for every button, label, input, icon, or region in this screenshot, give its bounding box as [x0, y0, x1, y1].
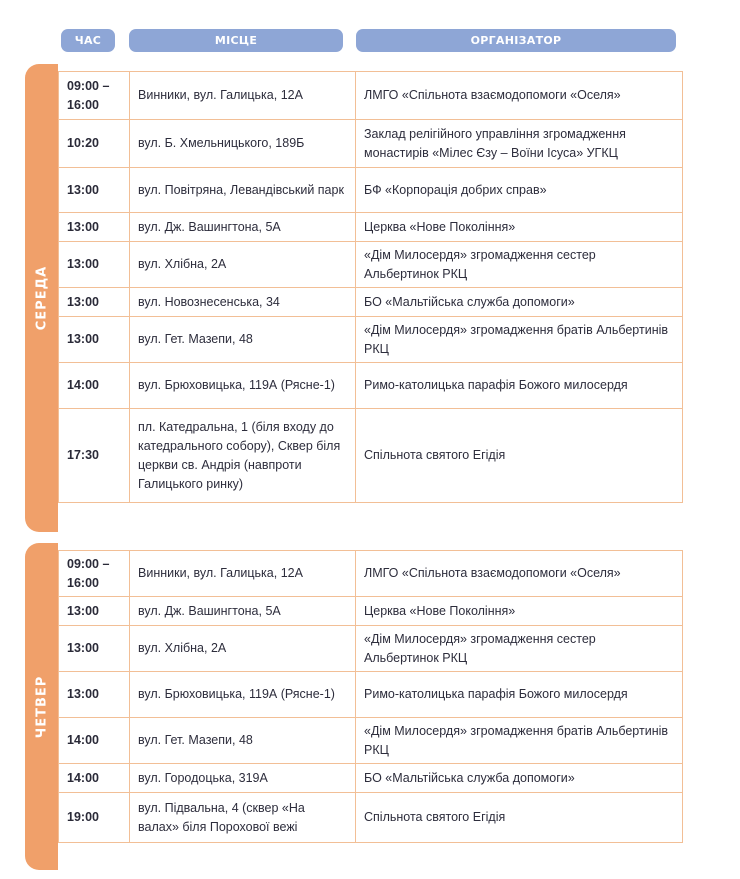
place-cell: вул. Городоцька, 319А — [130, 764, 356, 793]
table-row — [59, 317, 683, 363]
time-cell: 13:00 — [59, 317, 130, 363]
time-cell: 14:00 — [59, 363, 130, 409]
time-cell: 13:00 — [59, 288, 130, 317]
header-place: МІСЦЕ — [129, 29, 343, 52]
table-row — [59, 72, 683, 120]
place-cell: вул. Гет. Мазепи, 48 — [130, 317, 356, 363]
place-cell: вул. Б. Хмельницького, 189Б — [130, 120, 356, 168]
place-cell: вул. Дж. Вашингтона, 5А — [130, 213, 356, 242]
place-cell: вул. Гет. Мазепи, 48 — [130, 718, 356, 764]
day-name: СЕРЕДА — [34, 265, 49, 331]
table-row — [59, 793, 683, 843]
table-row — [59, 120, 683, 168]
table-row — [59, 168, 683, 213]
header-organizer: ОРГАНІЗАТОР — [356, 29, 676, 52]
table-row — [59, 672, 683, 718]
time-cell: 10:20 — [59, 120, 130, 168]
time-cell: 13:00 — [59, 672, 130, 718]
table-row — [59, 718, 683, 764]
time-cell: 13:00 — [59, 168, 130, 213]
time-cell: 14:00 — [59, 764, 130, 793]
time-cell: 13:00 — [59, 597, 130, 626]
time-cell: 13:00 — [59, 213, 130, 242]
organizer-cell: Спільнота святого Егідія — [356, 793, 683, 843]
table-row — [59, 551, 683, 597]
place-cell: вул. Підвальна, 4 (сквер «На валах» біля Порохової вежі — [130, 793, 356, 843]
table-row — [59, 626, 683, 672]
table-row — [59, 409, 683, 503]
place-cell: вул. Хлібна, 2А — [130, 626, 356, 672]
organizer-cell: ЛМГО «Спільнота взаємодопомоги «Оселя» — [356, 551, 683, 597]
place-cell: вул. Дж. Вашингтона, 5А — [130, 597, 356, 626]
place-cell: вул. Брюховицька, 119А (Рясне-1) — [130, 672, 356, 718]
time-cell: 09:00 – 16:00 — [59, 72, 130, 120]
place-cell: Винники, вул. Галицька, 12А — [130, 72, 356, 120]
schedule-table-thursday — [58, 550, 683, 843]
organizer-cell: БО «Мальтійська служба допомоги» — [356, 764, 683, 793]
place-cell: Винники, вул. Галицька, 12А — [130, 551, 356, 597]
place-cell: вул. Брюховицька, 119А (Рясне-1) — [130, 363, 356, 409]
place-cell: вул. Новознесенська, 34 — [130, 288, 356, 317]
day-name: ЧЕТВЕР — [34, 675, 49, 738]
organizer-cell: «Дім Милосердя» згромадження братів Альбертинів РКЦ — [356, 718, 683, 764]
organizer-cell: Церква «Нове Покоління» — [356, 213, 683, 242]
place-cell: вул. Повітряна, Левандівський парк — [130, 168, 356, 213]
organizer-cell: БФ «Корпорація добрих справ» — [356, 168, 683, 213]
organizer-cell: Римо-католицька парафія Божого милосердя — [356, 363, 683, 409]
day-label-thursday — [25, 543, 58, 870]
table-row — [59, 363, 683, 409]
table-row — [59, 288, 683, 317]
organizer-cell: Заклад релігійного управління згромадження монастирів «Мілес Єзу – Воїни Ісуса» УГКЦ — [356, 120, 683, 168]
time-cell: 13:00 — [59, 626, 130, 672]
organizer-cell: «Дім Милосердя» згромадження сестер Альбертинок РКЦ — [356, 626, 683, 672]
header-time: ЧАС — [61, 29, 115, 52]
table-row — [59, 764, 683, 793]
organizer-cell: ЛМГО «Спільнота взаємодопомоги «Оселя» — [356, 72, 683, 120]
organizer-cell: Спільнота святого Егідія — [356, 409, 683, 503]
organizer-cell: «Дім Милосердя» згромадження братів Альбертинів РКЦ — [356, 317, 683, 363]
place-cell: вул. Хлібна, 2А — [130, 242, 356, 288]
time-cell: 14:00 — [59, 718, 130, 764]
time-cell: 09:00 – 16:00 — [59, 551, 130, 597]
place-cell: пл. Катедральна, 1 (біля входу до катедрального собору), Сквер біля церкви св. Андрія (навпроти Галицького ринку) — [130, 409, 356, 503]
schedule-table-wednesday — [58, 71, 683, 503]
organizer-cell: «Дім Милосердя» згромадження сестер Альбертинок РКЦ — [356, 242, 683, 288]
organizer-cell: БО «Мальтійська служба допомоги» — [356, 288, 683, 317]
table-row — [59, 597, 683, 626]
day-label-wednesday — [25, 64, 58, 532]
table-row — [59, 242, 683, 288]
time-cell: 17:30 — [59, 409, 130, 503]
organizer-cell: Римо-католицька парафія Божого милосердя — [356, 672, 683, 718]
organizer-cell: Церква «Нове Покоління» — [356, 597, 683, 626]
table-row — [59, 213, 683, 242]
time-cell: 13:00 — [59, 242, 130, 288]
time-cell: 19:00 — [59, 793, 130, 843]
